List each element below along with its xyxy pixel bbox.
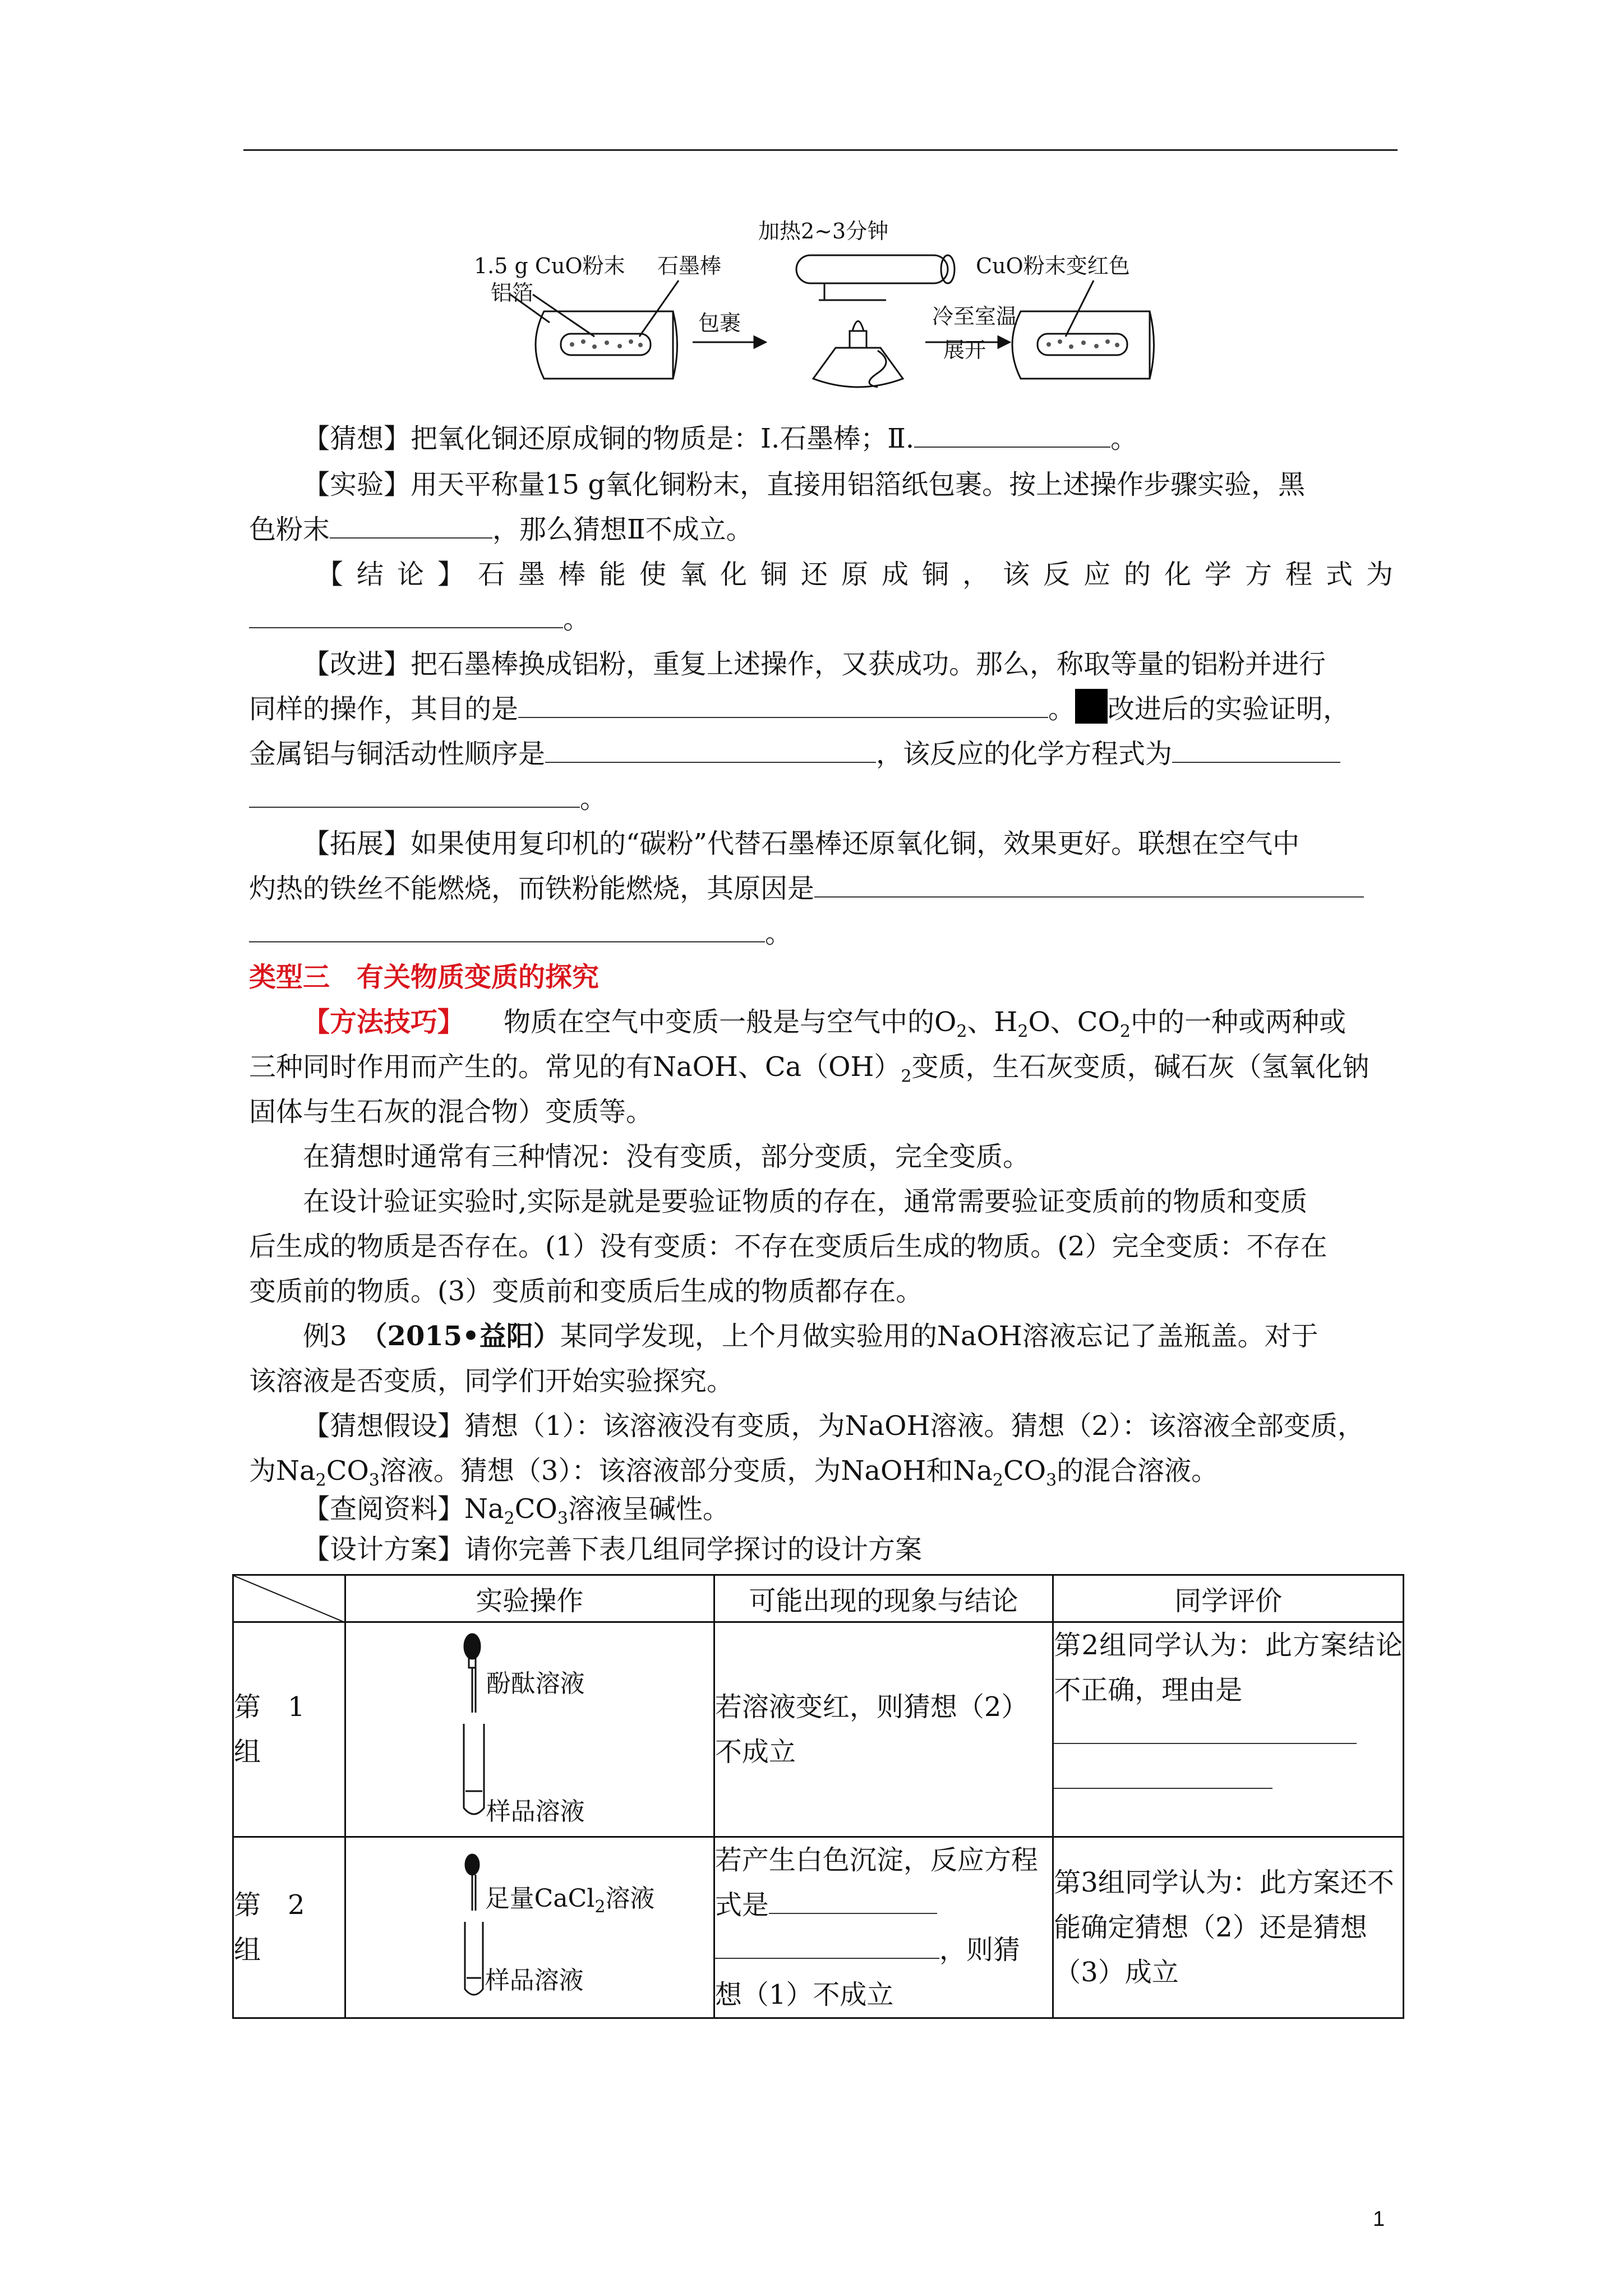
reagent-label: 酚酞溶液: [486, 1669, 585, 1698]
hypothesis-line-2: 为$Na_2CO_3$溶液。猜想（3）：该溶液部分变质，为NaOH和$Na_2CO_3$的混合溶液。: [249, 1455, 1219, 1490]
conclusion-line-1: 【结论】石墨棒能使氧化铜还原成铜，该反应的化学方程式为: [303, 559, 1393, 590]
answer-blank[interactable]: [249, 783, 580, 808]
example-label: 例3: [303, 1320, 374, 1352]
header-rule: [243, 149, 1398, 151]
plan-table: [232, 1574, 1404, 2019]
fig-label-mass: 1.5 g CuO粉末: [474, 254, 625, 278]
experiment-figure: [460, 216, 1161, 401]
example-source: （2015•益阳）: [374, 1320, 560, 1352]
answer-blank[interactable]: [1054, 1719, 1357, 1744]
reference-line: 【查阅资料】$Na_2CO_3$溶液呈碱性。: [303, 1493, 730, 1529]
sample-label: 样品溶液: [486, 1797, 585, 1826]
answer-blank[interactable]: [249, 918, 765, 942]
fig-label-wrap: 包裹: [698, 311, 741, 335]
conclusion-tag: 【结论】: [303, 559, 478, 590]
improve-line-4: 。: [249, 775, 1393, 822]
method-line-1: 【方法技巧】 物质在空气中变质一般是与空气中的$O_2$、$H_2O$、$CO_2$中的一种或两种或: [303, 1006, 1346, 1042]
evaluation-cell: 第3组同学认为：此方案还不能确定猜想（2）还是猜想（3）成立: [1053, 1837, 1404, 2018]
answer-blank[interactable]: [249, 604, 563, 628]
lamp-wick: [869, 351, 886, 387]
apparatus-cell: [345, 1622, 714, 1837]
flame: [852, 321, 864, 332]
sample-label: 样品溶液: [485, 1966, 584, 1995]
foil-left: [536, 311, 673, 379]
arrow-cool-head: [998, 337, 1009, 348]
answer-blank[interactable]: [715, 1934, 939, 1959]
design-line-2: 后生成的物质是否存在。(1）没有变质：不存在变质后生成的物质。(2）完全变质：不存在: [249, 1231, 1327, 1262]
group-cell: 第 1 组: [233, 1622, 345, 1837]
header-diagonal-cell: [233, 1575, 345, 1622]
design-line-1: 在设计验证实验时,实际是就是要验证物质的存在，通常需要验证变质前的物质和变质: [303, 1186, 1308, 1217]
wick-holder: [850, 331, 866, 348]
section-heading: 类型三 有关物质变质的探究: [249, 961, 600, 993]
lamp-body: [813, 348, 903, 387]
reference-tag: 【查阅资料】: [303, 1493, 465, 1525]
fig-label-unfold: 展开: [943, 338, 986, 362]
design-line-3: 变质前的物质。(3）变质前和变质后生成的物质都存在。: [249, 1276, 923, 1307]
redaction-block: [1075, 689, 1108, 724]
table-header-row: [233, 1575, 1404, 1622]
answer-blank[interactable]: [1054, 1764, 1272, 1789]
extend-tag: 【拓展】: [303, 828, 411, 859]
guess-paragraph: 【猜想】把氧化铜还原成铜的物质是：Ⅰ.石墨棒；Ⅱ. 。: [303, 423, 1138, 454]
apparatus-cell: [345, 1837, 714, 2018]
conclusion-line-2: 。: [249, 596, 1393, 643]
extend-line-3: 。: [249, 910, 1393, 957]
experiment-line-1: 【实验】用天平称量15 g氧化铜粉末，直接用铝箔纸包裹。按上述操作步骤实验，黑: [303, 469, 1306, 500]
fig-label-rod: 石墨棒: [657, 254, 722, 278]
guess-cases-line: 在猜想时通常有三种情况：没有变质，部分变质，完全变质。: [303, 1141, 1030, 1172]
answer-blank[interactable]: [518, 693, 1048, 718]
foil-right: [1012, 311, 1150, 379]
improve-tag: 【改进】: [303, 648, 411, 680]
improve-line-3: 金属铝与铜活动性顺序是 ，该反应的化学方程式为: [249, 730, 1393, 777]
hypothesis-tag: 【猜想假设】: [303, 1410, 465, 1442]
guess-text: 把氧化铜还原成铜的物质是：Ⅰ.石墨棒；Ⅱ.: [411, 423, 915, 454]
rolled-foil: [796, 255, 948, 283]
fig-label-foil: 铝箔: [491, 280, 534, 305]
plan-line: 【设计方案】请你完善下表几组同学探讨的设计方案: [303, 1534, 923, 1565]
guess-tag: 【猜想】: [303, 423, 411, 454]
fig-label-heat: 加热2~3分钟: [758, 219, 889, 243]
table-row: [233, 1622, 1404, 1837]
answer-blank[interactable]: [914, 423, 1110, 448]
leader-result: [1066, 280, 1094, 337]
experiment-drawing: [460, 216, 1161, 401]
header-evaluation: 同学评价: [1053, 1575, 1404, 1622]
phenomenon-cell: 若溶液变红，则猜想（2）不成立: [714, 1622, 1053, 1837]
group-cell: 第 2 组: [233, 1837, 345, 2018]
answer-blank[interactable]: [769, 1889, 937, 1914]
header-operation: 实验操作: [345, 1575, 714, 1622]
answer-blank[interactable]: [1172, 738, 1340, 763]
method-line-3: 固体与生石灰的混合物）变质等。: [249, 1096, 653, 1128]
hypothesis-line-1: 【猜想假设】猜想（1）：该溶液没有变质，为NaOH溶液。猜想（2）：该溶液全部变质，: [303, 1410, 1364, 1442]
fig-label-cool: 冷至室温: [932, 304, 1018, 329]
page-number: 1: [1373, 2207, 1385, 2231]
experiment-line-2: 色粉末 ，那么猜想Ⅱ不成立。: [249, 514, 753, 545]
improve-line-1: 【改进】把石墨棒换成铝粉，重复上述操作，又获成功。那么，称取等量的铝粉并进行: [303, 648, 1326, 680]
experiment-tag: 【实验】: [303, 469, 411, 500]
method-tag: 【方法技巧】: [303, 1006, 465, 1038]
table-row: [233, 1837, 1404, 2018]
evaluation-cell: 第2组同学认为：此方案结论不正确，理由是: [1053, 1622, 1404, 1837]
phenomenon-cell: 若产生白色沉淀，反应方程式是 ，则猜 想（1）不成立: [714, 1837, 1053, 2018]
answer-blank[interactable]: [814, 873, 1364, 898]
reagent-label: 足量CaCl$_2$溶液: [485, 1884, 655, 1917]
answer-blank[interactable]: [330, 514, 492, 539]
example-line-1: 例3 （2015•益阳）某同学发现，上个月做实验用的NaOH溶液忘记了盖瓶盖。对于: [303, 1320, 1318, 1352]
plan-tag: 【设计方案】: [303, 1534, 465, 1565]
extend-line-2: 灼热的铁丝不能燃烧，而铁粉能燃烧，其原因是: [249, 865, 1393, 912]
method-line-2: 三种同时作用而产生的。常见的有NaOH、$Ca(OH)_2$变质，生石灰变质，碱石灰（氢氧化钠: [249, 1051, 1370, 1087]
header-phenomenon: 可能出现的现象与结论: [714, 1575, 1053, 1622]
improve-line-2: 同样的操作，其目的是 。 改进后的实验证明，: [249, 685, 1393, 733]
example-line-2: 该溶液是否变质，同学们开始实验探究。: [249, 1365, 734, 1397]
fig-label-result: CuO粉末变红色: [976, 254, 1130, 278]
extend-line-1: 【拓展】如果使用复印机的“碳粉”代替石墨棒还原氧化铜，效果更好。联想在空气中: [303, 828, 1300, 859]
diagonal-line: [234, 1576, 346, 1623]
answer-blank[interactable]: [545, 738, 876, 763]
arrow-wrap-head: [754, 337, 766, 348]
